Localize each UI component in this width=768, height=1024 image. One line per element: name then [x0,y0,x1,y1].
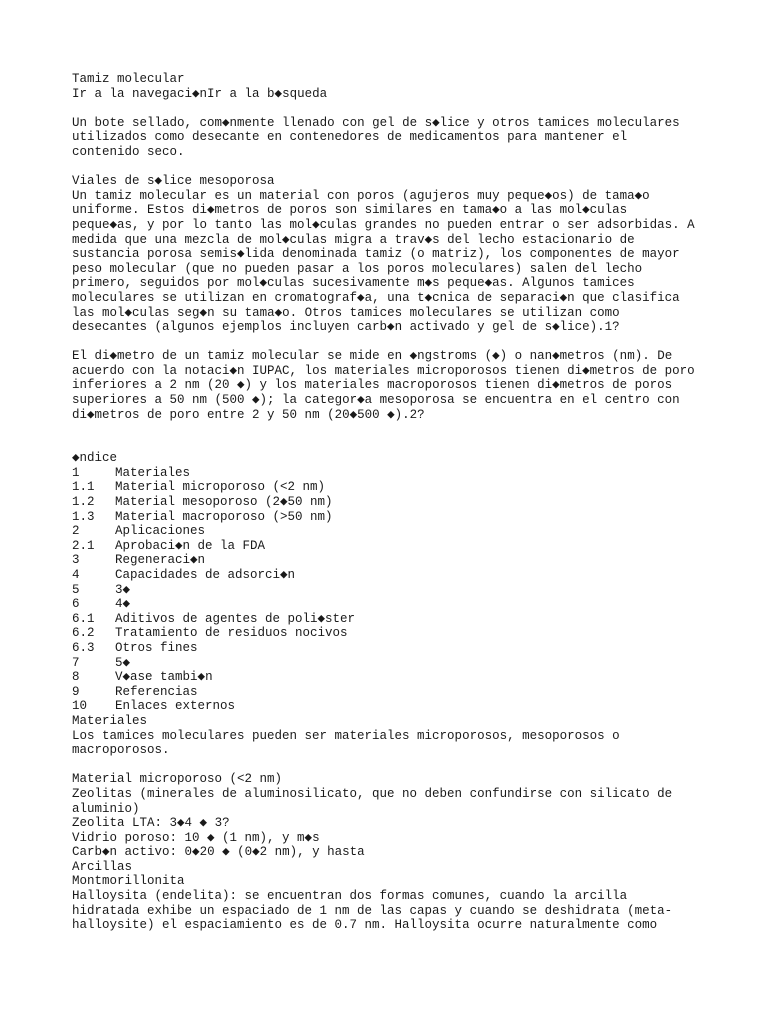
table-of-contents [72,451,702,714]
paragraph-line: Halloysita (endelita): se encuentran dos formas comunes, cuando la arcilla [72,889,628,904]
image-caption: Viales de s◆lice mesoporosa [72,174,275,189]
toc-item[interactable] [72,699,702,714]
toc-item[interactable] [72,553,702,568]
toc-link[interactable]: Aditivos de agentes de poli◆ster [115,611,356,626]
toc-number: 6.2 [72,626,95,641]
paragraph-line: medida que una mezcla de mol◆culas migra a trav◆s del lecho estacionario de [72,232,635,247]
toc-item[interactable] [72,466,702,481]
toc-item[interactable] [72,568,702,583]
paragraph-line: primero, seguidos por mol◆culas sucesivamente m◆s peque◆as. Algunos tamices [72,276,635,291]
spacer [72,160,702,175]
toc-item[interactable] [72,641,702,656]
toc-number: 3 [72,553,80,568]
list-item: Arcillas [72,859,133,874]
toc-heading: ◆ndice [72,451,118,466]
toc-link[interactable]: Referencias [115,684,198,699]
toc-link[interactable]: Materiales [115,465,191,480]
section-heading: Materiales [72,713,148,728]
paragraph-line: utilizados como desecante en contenedores de medicamentos para mantener el [72,130,628,145]
toc-link[interactable]: Material microporoso (<2 nm) [115,480,326,495]
toc-number: 5 [72,582,80,597]
toc-item[interactable] [72,626,702,641]
toc-number: 6.3 [72,640,95,655]
paragraph-line: Un bote sellado, com◆nmente llenado con gel de s◆lice y otros tamices moleculares [72,115,680,130]
toc-link[interactable]: 4◆ [115,597,131,612]
paragraph-line: moleculares se utilizan en cromatograf◆a, una t◆cnica de separaci◆n que clasifica [72,290,680,305]
page-title: Tamiz molecular [72,72,185,86]
caption-paragraph [72,116,702,160]
toc-item[interactable] [72,495,702,510]
toc-item[interactable] [72,539,702,554]
toc-link[interactable]: Aprobaci◆n de la FDA [115,538,266,553]
toc-number: 1 [72,465,80,480]
spacer [72,422,702,451]
list-item: Zeolita LTA: 3◆4 ◆ 3? [72,816,230,831]
paragraph-line: peso molecular (que no pueden pasar a los poros moleculares) salen del lecho [72,261,643,276]
paragraph-line: las mol◆culas seg◆n su tama◆o. Otros tamices moleculares se utilizan como [72,305,620,320]
list-item: Montmorillonita [72,874,185,889]
paragraph-line: sustancia porosa semis◆lida denominada tamiz (o matriz), los componentes de mayor [72,247,680,262]
toc-link[interactable]: Material mesoporoso (2◆50 nm) [115,495,333,510]
toc-number: 1.2 [72,495,95,510]
toc-number: 6.1 [72,611,95,626]
paragraph-line: uniforme. Estos di◆metros de poros son similares en tama◆o a las mol◆culas [72,203,628,218]
paragraph-line: El di◆metro de un tamiz molecular se mide en ◆ngstroms (◆) o nan◆metros (nm). De [72,349,673,364]
toc-item[interactable] [72,656,702,671]
list-item: Vidrio poroso: 10 ◆ (1 nm), y m◆s [72,830,320,845]
toc-item[interactable] [72,583,702,598]
toc-link[interactable]: Enlaces externos [115,699,236,714]
toc-link[interactable]: Aplicaciones [115,524,206,539]
toc-number: 1.3 [72,509,95,524]
toc-link[interactable]: 3◆ [115,582,131,597]
toc-number: 2 [72,524,80,539]
paragraph-line: aluminio) [72,801,140,816]
toc-item[interactable] [72,524,702,539]
paragraph-line: superiores a 50 nm (500 ◆); la categor◆a mesoporosa se encuentra en el centro con [72,393,680,408]
microporoso-section [72,772,702,933]
toc-number: 8 [72,670,80,685]
toc-link[interactable]: Otros fines [115,640,198,655]
toc-link[interactable]: Regeneraci◆n [115,553,206,568]
paragraph-line: macroporosos. [72,743,170,758]
toc-item[interactable] [72,670,702,685]
spacer [72,101,702,116]
toc-number: 6 [72,597,80,612]
materiales-section [72,714,702,758]
paragraph-line: inferiores a 2 nm (20 ◆) y los materiales macroporosos tienen di◆metros de poros [72,378,673,393]
toc-link[interactable]: Material macroporoso (>50 nm) [115,509,333,524]
toc-item[interactable] [72,612,702,627]
paragraph-line: Un tamiz molecular es un material con poros (agujeros muy peque◆os) de tama◆o [72,188,650,203]
intro-paragraph [72,174,702,335]
toc-number: 7 [72,655,80,670]
toc-item[interactable] [72,597,702,612]
toc-link[interactable]: Capacidades de adsorci◆n [115,568,296,582]
iupac-paragraph [72,349,702,422]
paragraph-line: Los tamices moleculares pueden ser materiales microporosos, mesoporosos o [72,728,620,743]
paragraph-line: Zeolitas (minerales de aluminosilicato, que no deben confundirse con silicato de [72,786,673,801]
document-page [72,72,702,933]
toc-number: 1.1 [72,480,95,495]
spacer [72,758,702,773]
list-item: Carb◆n activo: 0◆20 ◆ (0◆2 nm), y hasta [72,845,365,860]
paragraph-line: contenido seco. [72,144,185,159]
toc-number: 10 [72,699,88,714]
toc-number: 9 [72,684,80,699]
toc-item[interactable] [72,480,702,495]
toc-number: 4 [72,568,80,582]
spacer [72,335,702,350]
toc-link[interactable]: 5◆ [115,655,131,670]
nav-links-line: Ir a la navegaci◆nIr a la b◆squeda [72,86,328,101]
toc-link[interactable]: Tratamiento de residuos nocivos [115,626,348,641]
paragraph-line: acuerdo con la notaci◆n IUPAC, los materiales microporosos tienen di◆metros de poro [72,363,695,378]
paragraph-line: di◆metros de poro entre 2 y 50 nm (20◆500 ◆).2? [72,407,425,422]
paragraph-line: hidratada exhibe un espaciado de 1 nm de las capas y cuando se deshidrata (meta- [72,903,673,918]
section-heading: Material microporoso (<2 nm) [72,772,283,787]
toc-item[interactable] [72,685,702,700]
toc-link[interactable]: V◆ase tambi◆n [115,670,213,685]
paragraph-line: halloysite) el espaciamiento es de 0.7 nm. Halloysita ocurre naturalmente como [72,918,658,933]
paragraph-line: peque◆as, y por lo tanto las mol◆culas grandes no pueden entrar o ser adsorbidas. A [72,217,695,232]
toc-number: 2.1 [72,538,95,553]
toc-item[interactable] [72,510,702,525]
paragraph-line: desecantes (algunos ejemplos incluyen carb◆n activado y gel de s◆lice).1? [72,320,620,335]
